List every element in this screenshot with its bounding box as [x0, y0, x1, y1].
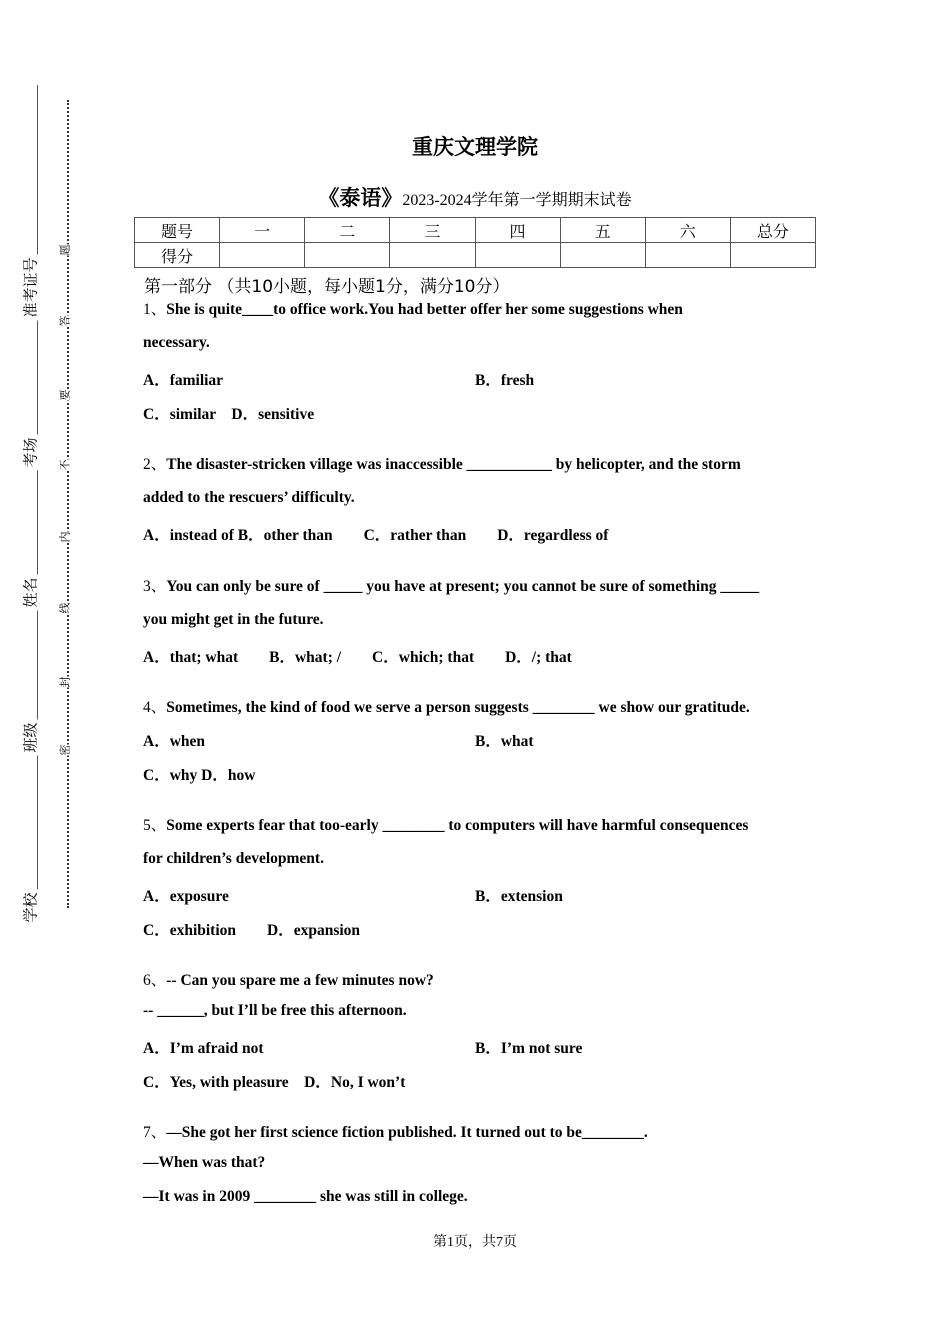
stem-line: for children’s development.	[143, 850, 324, 867]
seal-char: 密	[58, 744, 72, 756]
option[interactable]: B．I’m not sure	[475, 1040, 583, 1057]
stem-line: She is quite____to office work.You had better offer her some suggestions when	[166, 301, 683, 318]
question-stem	[143, 452, 741, 474]
question-number: 4、	[143, 699, 167, 716]
name-label: 姓名	[18, 574, 43, 610]
header-cell: 三	[390, 218, 475, 243]
header-cell: 一	[220, 218, 305, 243]
score-cell[interactable]	[645, 243, 730, 268]
section-heading: 第一部分 （共10小题，每小题1分，满分10分）	[144, 277, 510, 297]
term-label: 2023-2024学年第一学期期末试卷	[402, 192, 632, 209]
option[interactable]: B．extension	[475, 888, 563, 905]
option[interactable]: A．instead of B．other than C．rather than D．regardless of	[143, 527, 609, 544]
option[interactable]: A．I’m afraid not	[143, 1040, 264, 1057]
score-cell[interactable]	[390, 243, 475, 268]
stem-line: Sometimes, the kind of food we serve a person suggests ________ we show our gratitude.	[166, 699, 750, 716]
option[interactable]: A．that; what B．what; / C．which; that D．/; that	[143, 649, 572, 666]
score-cell[interactable]	[305, 243, 390, 268]
question-stem	[143, 813, 748, 835]
option[interactable]: C．Yes, with pleasure D．No, I won’t	[143, 1074, 406, 1091]
stem-line: -- Can you spare me a few minutes now?	[166, 972, 434, 989]
score-label-cell: 得分	[135, 243, 220, 268]
stem-line: The disaster-stricken village was inaccessible ___________ by helicopter, and the storm	[166, 456, 741, 473]
exam-subtitle	[0, 182, 950, 212]
score-table	[134, 217, 816, 268]
stem-line: added to the rescuers’ difficulty.	[143, 489, 355, 506]
question-stem	[143, 574, 759, 596]
header-cell: 六	[645, 218, 730, 243]
seal-char: 线	[58, 602, 72, 614]
seal-char: 内	[58, 531, 72, 543]
option[interactable]: B．what	[475, 733, 534, 750]
question-stem	[143, 297, 683, 319]
seal-char: 答	[58, 315, 72, 327]
header-cell: 五	[560, 218, 645, 243]
exam-room-label: 考场	[18, 434, 43, 470]
stem-line: You can only be sure of _____ you have at present; you cannot be sure of something _____	[166, 578, 760, 595]
page-title: 重庆文理学院	[412, 135, 538, 159]
option[interactable]: A．when	[143, 733, 206, 750]
header-cell: 二	[305, 218, 390, 243]
stem-line: necessary.	[143, 334, 210, 351]
stem-line: Some experts fear that too-early ________ to computers will have harmful consequences	[166, 817, 749, 834]
stem-line: -- ______, but I’ll be free this afternoon.	[143, 1002, 407, 1019]
header-cell: 总分	[730, 218, 815, 243]
option[interactable]: C．exhibition D．expansion	[143, 922, 361, 939]
score-cell[interactable]	[475, 243, 560, 268]
score-cell[interactable]	[220, 243, 305, 268]
subject-name: 《泰语》	[318, 186, 403, 210]
admission-number-label: 准考证号	[18, 254, 43, 320]
stem-line: —She got her first science fiction published. It turned out to be________.	[166, 1124, 648, 1141]
seal-char: 封	[58, 676, 72, 688]
score-cell[interactable]	[730, 243, 815, 268]
question-number: 3、	[143, 578, 167, 595]
stem-line: —When was that?	[143, 1154, 266, 1171]
seal-char: 题	[58, 244, 72, 256]
question-number: 7、	[143, 1124, 167, 1141]
seal-char: 不	[58, 459, 72, 471]
score-cell[interactable]	[560, 243, 645, 268]
page-footer: 第1页，共7页	[433, 1235, 517, 1250]
question-number: 2、	[143, 456, 167, 473]
question-number: 1、	[143, 301, 167, 318]
question-stem	[143, 968, 434, 990]
option[interactable]: C．similar D．sensitive	[143, 406, 315, 423]
stem-line: you might get in the future.	[143, 611, 324, 628]
question-number: 5、	[143, 817, 167, 834]
class-label: 班级	[18, 719, 43, 755]
option[interactable]: B．fresh	[475, 372, 535, 389]
seal-char: 要	[58, 389, 72, 401]
question-stem	[143, 695, 750, 717]
question-stem	[143, 1120, 648, 1142]
header-cell: 四	[475, 218, 560, 243]
header-cell: 题号	[135, 218, 220, 243]
stem-line: —It was in 2009 ________ she was still in college.	[143, 1188, 468, 1205]
seal-dotted-line	[67, 100, 69, 908]
option[interactable]: C．why D．how	[143, 767, 256, 784]
school-label: 学校	[18, 889, 43, 925]
question-number: 6、	[143, 972, 167, 989]
option[interactable]: A．familiar	[143, 372, 224, 389]
option[interactable]: A．exposure	[143, 888, 229, 905]
